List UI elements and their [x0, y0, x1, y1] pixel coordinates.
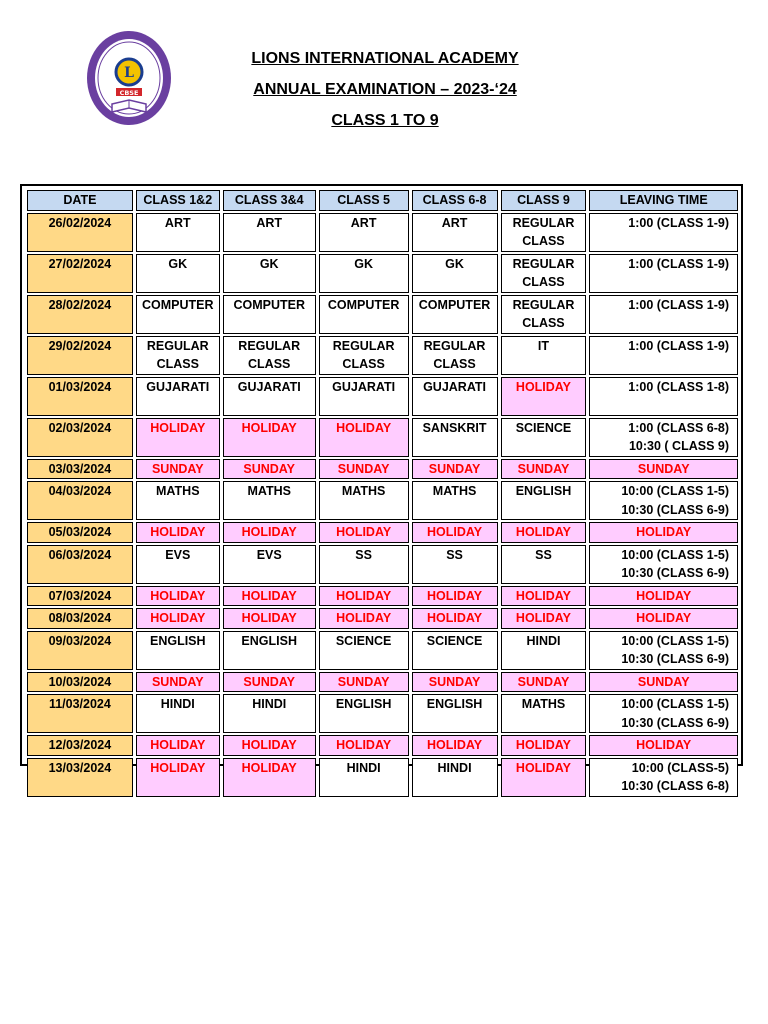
- date-cell: 07/03/2024: [27, 586, 133, 607]
- leaving-time-cell: 1:00 (CLASS 1-8): [589, 377, 738, 416]
- subject-cell: HOLIDAY: [136, 735, 220, 756]
- subject-cell: SS: [319, 545, 409, 584]
- table-row: [27, 295, 738, 334]
- subject-cell: SUNDAY: [319, 672, 409, 693]
- subject-cell: GUJARATI: [136, 377, 220, 416]
- subject-cell: HOLIDAY: [412, 735, 498, 756]
- subject-cell: HOLIDAY: [501, 377, 587, 416]
- leaving-time-cell: 10:00 (CLASS 1-5) 10:30 (CLASS 6-9): [589, 694, 738, 733]
- subject-cell: ENGLISH: [223, 631, 316, 670]
- subject-cell: COMPUTER: [412, 295, 498, 334]
- date-cell: 02/03/2024: [27, 418, 133, 457]
- table-row: [27, 672, 738, 693]
- subject-cell: SUNDAY: [412, 672, 498, 693]
- leaving-time-cell: HOLIDAY: [589, 522, 738, 543]
- column-header: CLASS 1&2: [136, 190, 220, 211]
- subject-cell: IT: [501, 336, 587, 375]
- subject-cell: SS: [501, 545, 587, 584]
- subject-cell: REGULAR CLASS: [136, 336, 220, 375]
- school-name: LIONS INTERNATIONAL ACADEMY: [251, 50, 519, 67]
- table-row: [27, 418, 738, 457]
- subject-cell: SUNDAY: [223, 672, 316, 693]
- subject-cell: EVS: [223, 545, 316, 584]
- subject-cell: GUJARATI: [223, 377, 316, 416]
- date-cell: 28/02/2024: [27, 295, 133, 334]
- subject-cell: HOLIDAY: [412, 586, 498, 607]
- column-header: CLASS 3&4: [223, 190, 316, 211]
- school-logo: [86, 30, 172, 126]
- subject-cell: ART: [319, 213, 409, 252]
- subject-cell: ART: [412, 213, 498, 252]
- leaving-time-cell: 1:00 (CLASS 1-9): [589, 213, 738, 252]
- subject-cell: ENGLISH: [136, 631, 220, 670]
- subject-cell: SCIENCE: [501, 418, 587, 457]
- subject-cell: SUNDAY: [501, 672, 587, 693]
- table-row: [27, 522, 738, 543]
- table-row: [27, 459, 738, 480]
- subject-cell: ENGLISH: [412, 694, 498, 733]
- date-cell: 09/03/2024: [27, 631, 133, 670]
- date-cell: 12/03/2024: [27, 735, 133, 756]
- date-cell: 04/03/2024: [27, 481, 133, 520]
- table-row: [27, 254, 738, 293]
- subject-cell: SCIENCE: [412, 631, 498, 670]
- leaving-time-cell: 1:00 (CLASS 6-8) 10:30 ( CLASS 9): [589, 418, 738, 457]
- leaving-time-cell: SUNDAY: [589, 459, 738, 480]
- date-cell: 11/03/2024: [27, 694, 133, 733]
- date-cell: 26/02/2024: [27, 213, 133, 252]
- subject-cell: GUJARATI: [319, 377, 409, 416]
- table-row: [27, 213, 738, 252]
- subject-cell: ENGLISH: [501, 481, 587, 520]
- subject-cell: HINDI: [501, 631, 587, 670]
- leaving-time-cell: SUNDAY: [589, 672, 738, 693]
- subject-cell: HOLIDAY: [319, 522, 409, 543]
- subject-cell: COMPUTER: [136, 295, 220, 334]
- subject-cell: HOLIDAY: [136, 758, 220, 797]
- column-header: CLASS 9: [501, 190, 587, 211]
- column-header: CLASS 6-8: [412, 190, 498, 211]
- table-row: [27, 377, 738, 416]
- subject-cell: MATHS: [223, 481, 316, 520]
- table-row: [27, 758, 738, 797]
- subject-cell: REGULAR CLASS: [501, 213, 587, 252]
- subject-cell: REGULAR CLASS: [501, 254, 587, 293]
- class-range: CLASS 1 TO 9: [331, 112, 439, 129]
- exam-title: ANNUAL EXAMINATION – 2023-‘24: [253, 81, 517, 98]
- subject-cell: COMPUTER: [223, 295, 316, 334]
- header-titles: [200, 48, 570, 141]
- subject-cell: REGULAR CLASS: [412, 336, 498, 375]
- table-row: [27, 631, 738, 670]
- subject-cell: HOLIDAY: [223, 522, 316, 543]
- subject-cell: HOLIDAY: [501, 608, 587, 629]
- leaving-time-cell: 1:00 (CLASS 1-9): [589, 295, 738, 334]
- subject-cell: GK: [319, 254, 409, 293]
- column-header: CLASS 5: [319, 190, 409, 211]
- subject-cell: HINDI: [223, 694, 316, 733]
- subject-cell: SUNDAY: [412, 459, 498, 480]
- date-cell: 03/03/2024: [27, 459, 133, 480]
- leaving-time-cell: 1:00 (CLASS 1-9): [589, 254, 738, 293]
- subject-cell: HOLIDAY: [223, 608, 316, 629]
- subject-cell: HOLIDAY: [501, 758, 587, 797]
- date-cell: 10/03/2024: [27, 672, 133, 693]
- subject-cell: HOLIDAY: [136, 608, 220, 629]
- subject-cell: HOLIDAY: [319, 418, 409, 457]
- date-cell: 13/03/2024: [27, 758, 133, 797]
- date-cell: 29/02/2024: [27, 336, 133, 375]
- column-header: DATE: [27, 190, 133, 211]
- subject-cell: SUNDAY: [223, 459, 316, 480]
- subject-cell: SCIENCE: [319, 631, 409, 670]
- date-cell: 27/02/2024: [27, 254, 133, 293]
- subject-cell: SANSKRIT: [412, 418, 498, 457]
- subject-cell: HOLIDAY: [223, 418, 316, 457]
- subject-cell: HINDI: [136, 694, 220, 733]
- leaving-time-cell: HOLIDAY: [589, 586, 738, 607]
- table-row: [27, 336, 738, 375]
- date-cell: 08/03/2024: [27, 608, 133, 629]
- table-row: [27, 694, 738, 733]
- subject-cell: COMPUTER: [319, 295, 409, 334]
- subject-cell: SUNDAY: [501, 459, 587, 480]
- leaving-time-cell: HOLIDAY: [589, 735, 738, 756]
- subject-cell: SUNDAY: [319, 459, 409, 480]
- subject-cell: HOLIDAY: [319, 608, 409, 629]
- leaving-time-cell: 10:00 (CLASS 1-5) 10:30 (CLASS 6-9): [589, 545, 738, 584]
- subject-cell: HOLIDAY: [223, 735, 316, 756]
- table-row: [27, 481, 738, 520]
- svg-text:L: L: [124, 65, 134, 81]
- subject-cell: HOLIDAY: [412, 522, 498, 543]
- subject-cell: MATHS: [412, 481, 498, 520]
- column-header: LEAVING TIME: [589, 190, 738, 211]
- subject-cell: ART: [223, 213, 316, 252]
- date-cell: 05/03/2024: [27, 522, 133, 543]
- subject-cell: HOLIDAY: [136, 586, 220, 607]
- subject-cell: HOLIDAY: [223, 758, 316, 797]
- table-row: [27, 608, 738, 629]
- subject-cell: GK: [223, 254, 316, 293]
- table-row: [27, 735, 738, 756]
- leaving-time-cell: HOLIDAY: [589, 608, 738, 629]
- subject-cell: MATHS: [319, 481, 409, 520]
- subject-cell: GK: [412, 254, 498, 293]
- subject-cell: REGULAR CLASS: [501, 295, 587, 334]
- table-row: [27, 586, 738, 607]
- date-cell: 06/03/2024: [27, 545, 133, 584]
- subject-cell: SUNDAY: [136, 672, 220, 693]
- subject-cell: GUJARATI: [412, 377, 498, 416]
- subject-cell: HINDI: [319, 758, 409, 797]
- logo-badge: CBSE: [119, 89, 139, 97]
- subject-cell: HOLIDAY: [223, 586, 316, 607]
- subject-cell: EVS: [136, 545, 220, 584]
- table-row: [27, 545, 738, 584]
- subject-cell: HOLIDAY: [501, 522, 587, 543]
- subject-cell: MATHS: [136, 481, 220, 520]
- leaving-time-cell: 10:00 (CLASS 1-5) 10:30 (CLASS 6-9): [589, 481, 738, 520]
- subject-cell: HOLIDAY: [501, 586, 587, 607]
- date-cell: 01/03/2024: [27, 377, 133, 416]
- subject-cell: GK: [136, 254, 220, 293]
- subject-cell: ENGLISH: [319, 694, 409, 733]
- table-header-row: [27, 190, 738, 211]
- exam-schedule-table: [20, 184, 743, 793]
- subject-cell: HOLIDAY: [319, 735, 409, 756]
- leaving-time-cell: 1:00 (CLASS 1-9): [589, 336, 738, 375]
- subject-cell: HOLIDAY: [319, 586, 409, 607]
- leaving-time-cell: 10:00 (CLASS 1-5) 10:30 (CLASS 6-9): [589, 631, 738, 670]
- subject-cell: HOLIDAY: [136, 522, 220, 543]
- subject-cell: HINDI: [412, 758, 498, 797]
- subject-cell: HOLIDAY: [412, 608, 498, 629]
- subject-cell: REGULAR CLASS: [319, 336, 409, 375]
- subject-cell: SUNDAY: [136, 459, 220, 480]
- subject-cell: REGULAR CLASS: [223, 336, 316, 375]
- subject-cell: MATHS: [501, 694, 587, 733]
- subject-cell: SS: [412, 545, 498, 584]
- subject-cell: HOLIDAY: [136, 418, 220, 457]
- subject-cell: ART: [136, 213, 220, 252]
- leaving-time-cell: 10:00 (CLASS-5) 10:30 (CLASS 6-8): [589, 758, 738, 797]
- subject-cell: HOLIDAY: [501, 735, 587, 756]
